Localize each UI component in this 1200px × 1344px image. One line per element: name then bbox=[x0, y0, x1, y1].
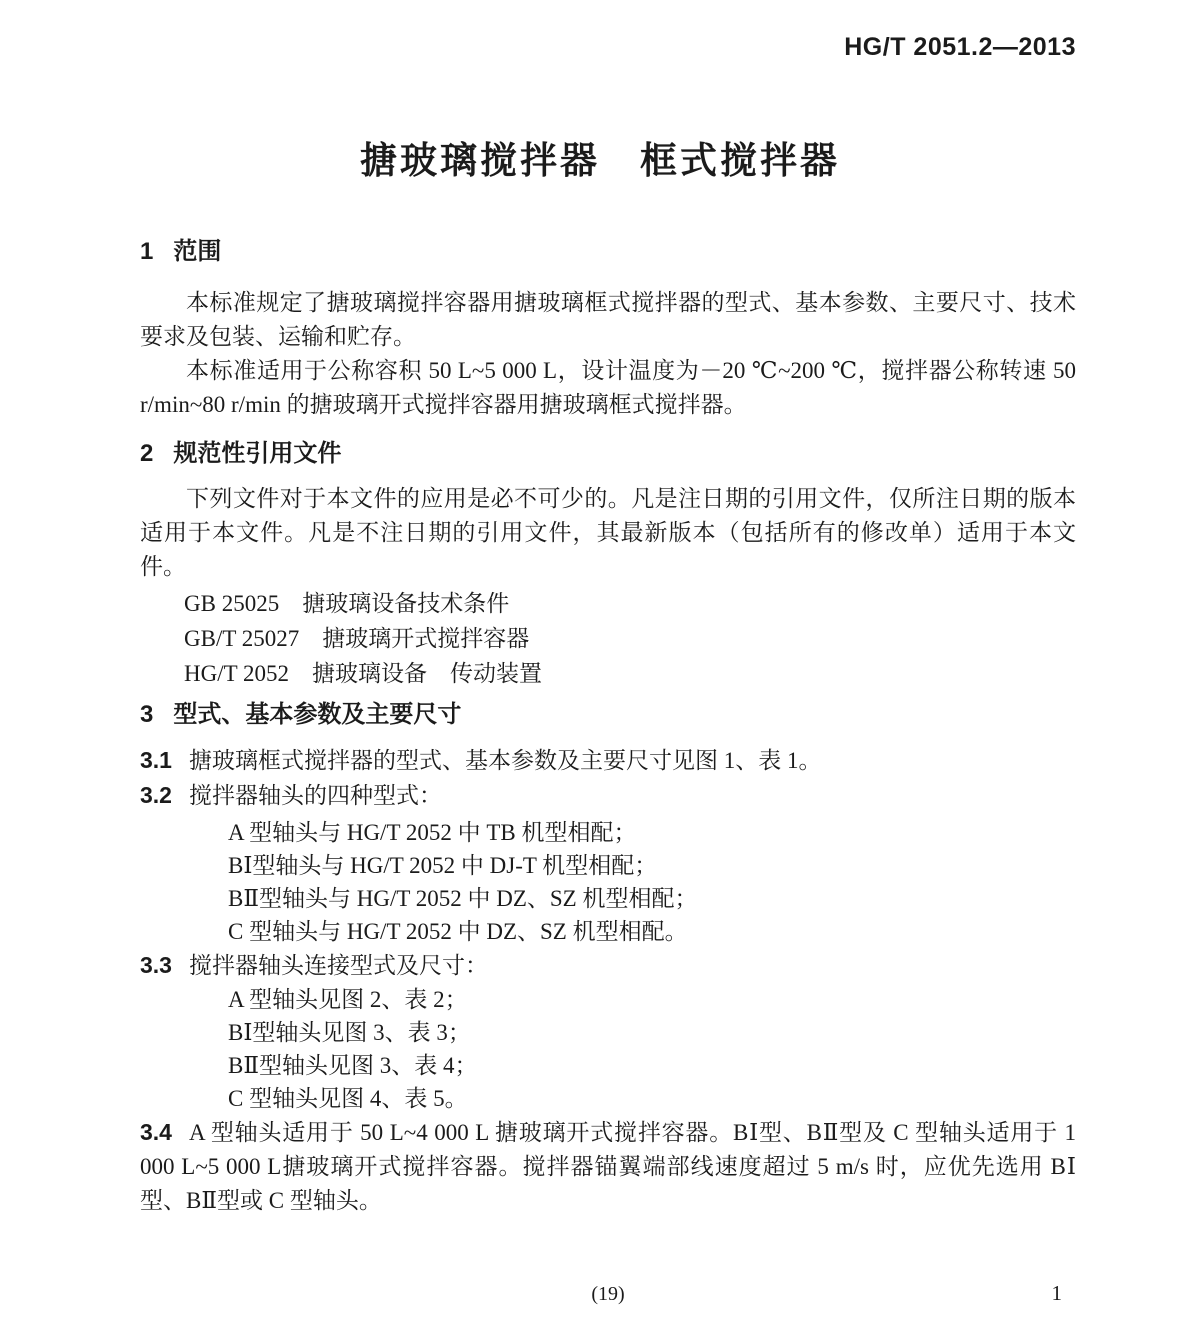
clause-3-1-number: 3.1 bbox=[140, 747, 172, 773]
section-2-heading bbox=[140, 440, 1076, 468]
section-2-number: 2 bbox=[140, 440, 154, 467]
clause-3-2-number: 3.2 bbox=[140, 782, 172, 808]
shaft-type-item: A 型轴头与 HG/T 2052 中 TB 机型相配； bbox=[228, 820, 637, 845]
shaft-figure-item: C 型轴头见图 4、表 5。 bbox=[228, 1086, 468, 1111]
section-1-title: 范围 bbox=[173, 238, 222, 265]
section-1-paragraph-2: 本标准适用于公称容积 50 L~5 000 L，设计温度为－20 ℃~200 ℃，搅拌器公称转速 50 r/min~80 r/min 的搪玻璃开式搅拌容器用搪玻璃框式搅拌器。 bbox=[140, 358, 1076, 417]
document-title: 搪玻璃搅拌器 框式搅拌器 bbox=[360, 140, 840, 181]
shaft-type-item: BⅠ型轴头与 HG/T 2052 中 DJ-T 机型相配； bbox=[228, 853, 658, 878]
clause-3-4 bbox=[140, 1115, 1076, 1218]
reference-item: GB 25025 搪玻璃设备技术条件 bbox=[184, 591, 510, 616]
shaft-type-item: BⅡ型轴头与 HG/T 2052 中 DZ、SZ 机型相配； bbox=[228, 886, 698, 911]
section-1-number: 1 bbox=[140, 238, 154, 265]
section-1-heading bbox=[140, 238, 1076, 266]
footer-page-number: 1 bbox=[1051, 1281, 1062, 1305]
clause-3-4-number: 3.4 bbox=[140, 1119, 172, 1145]
reference-item: HG/T 2052 搪玻璃设备 传动装置 bbox=[184, 661, 542, 686]
section-2-title: 规范性引用文件 bbox=[173, 440, 342, 467]
section-3-number: 3 bbox=[140, 701, 154, 728]
shaft-figure-item: A 型轴头见图 2、表 2； bbox=[228, 987, 468, 1012]
clause-3-4-text: A 型轴头适用于 50 L~4 000 L 搪玻璃开式搅拌容器。BⅠ型、BⅡ型及 C 型轴头适用于 1 000 L~5 000 L搪玻璃开式搅拌容器。搅拌器锚翼端部线速度超过 5 m/s 时，应优先选用 BⅠ型、BⅡ型或 C 型轴头。 bbox=[140, 1120, 1076, 1213]
clause-3-1 bbox=[140, 743, 1076, 778]
clause-3-2 bbox=[140, 778, 1076, 813]
shaft-type-item: C 型轴头与 HG/T 2052 中 DZ、SZ 机型相配。 bbox=[228, 919, 688, 944]
section-1-paragraph-1: 本标准规定了搪玻璃搅拌容器用搪玻璃框式搅拌器的型式、基本参数、主要尺寸、技术要求及包装、运输和贮存。 bbox=[140, 290, 1076, 349]
section-3-heading bbox=[140, 701, 1076, 729]
footer-folio: (19) bbox=[591, 1283, 625, 1305]
clause-3-3 bbox=[140, 948, 1076, 983]
document-body bbox=[140, 230, 1076, 1218]
shaft-figure-item: BⅠ型轴头见图 3、表 3； bbox=[228, 1020, 471, 1045]
clause-3-3-number: 3.3 bbox=[140, 952, 172, 978]
clause-3-1-text: 搪玻璃框式搅拌器的型式、基本参数及主要尺寸见图 1、表 1。 bbox=[188, 748, 822, 773]
clause-3-3-text: 搅拌器轴头连接型式及尺寸： bbox=[188, 953, 488, 978]
clause-3-2-text: 搅拌器轴头的四种型式： bbox=[188, 783, 442, 808]
section-2-paragraph-1: 下列文件对于本文件的应用是必不可少的。凡是注日期的引用文件，仅所注日期的版本适用于本文件。凡是不注日期的引用文件，其最新版本（包括所有的修改单）适用于本文件。 bbox=[140, 486, 1076, 579]
standard-code-header: HG/T 2051.2—2013 bbox=[844, 33, 1076, 61]
section-3-title: 型式、基本参数及主要尺寸 bbox=[173, 701, 462, 728]
reference-item: GB/T 25027 搪玻璃开式搅拌容器 bbox=[184, 626, 530, 651]
shaft-figure-item: BⅡ型轴头见图 3、表 4； bbox=[228, 1053, 478, 1078]
